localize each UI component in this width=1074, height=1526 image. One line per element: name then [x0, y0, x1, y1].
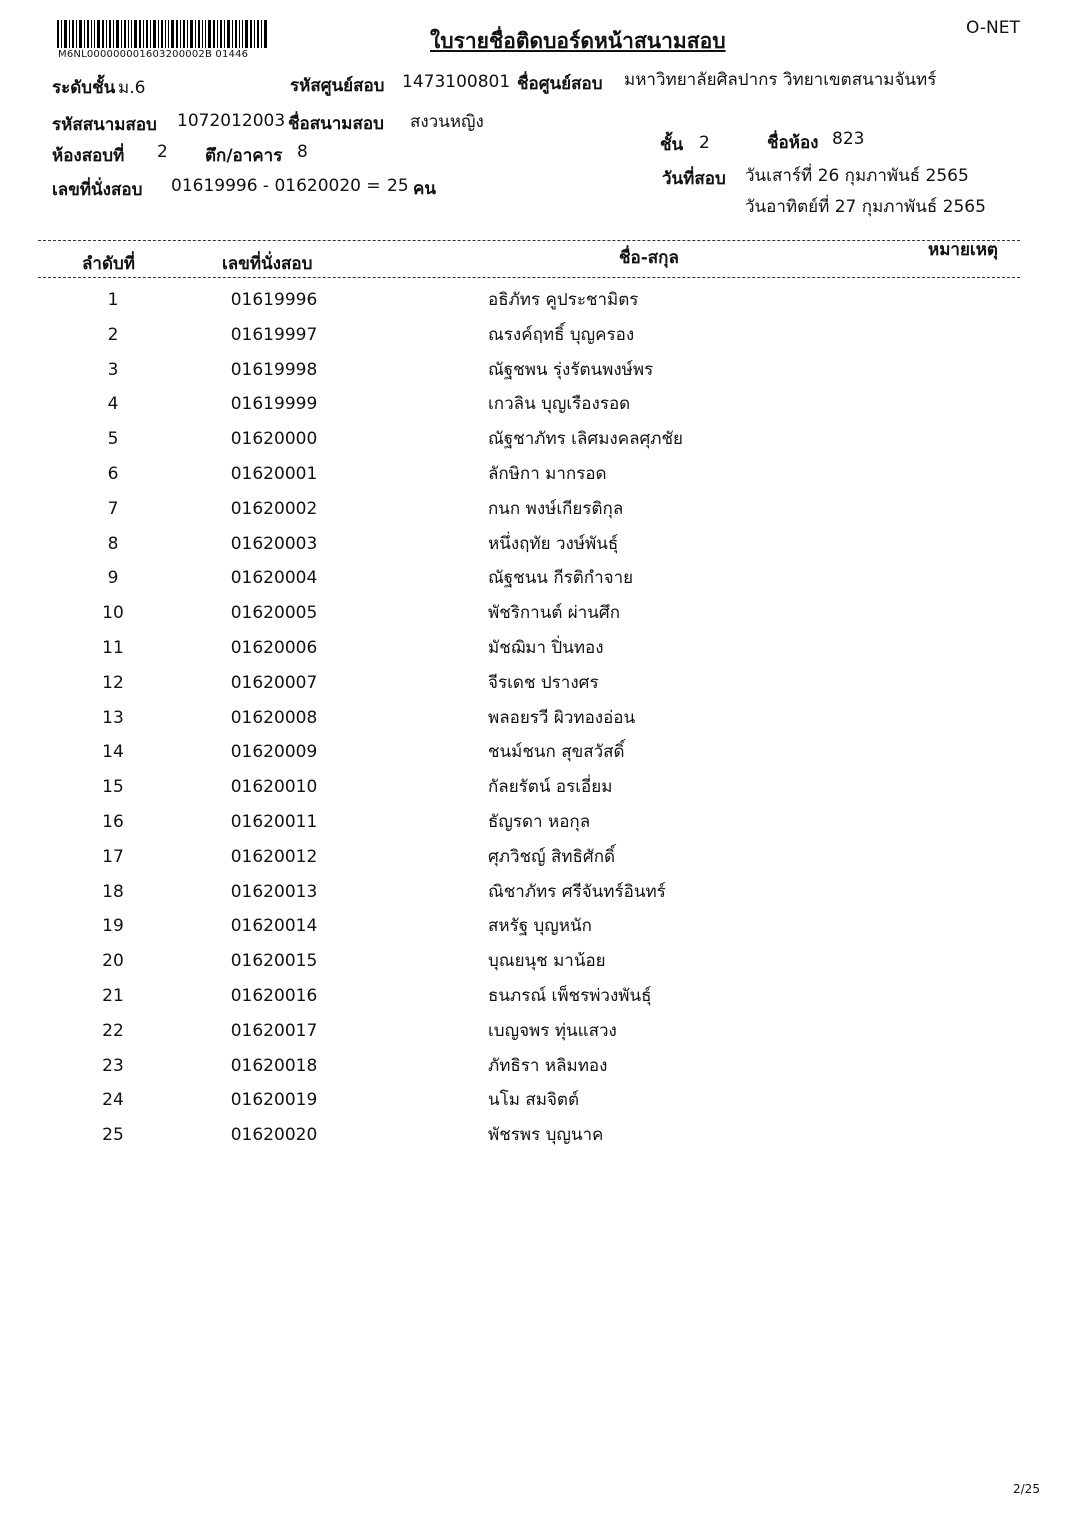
barcode: [57, 20, 269, 48]
seat-number: 01619999: [230, 394, 318, 415]
page-title: ใบรายชื่อติดบอร์ดหน้าสนามสอบ: [430, 29, 726, 53]
table-row: [0, 568, 1074, 603]
row-number: 22: [102, 1020, 124, 1041]
table-row: [0, 429, 1074, 464]
student-name: จีรเดช ปรางศร: [488, 672, 599, 693]
seat-range-value: 01619996 - 01620020 =: [171, 176, 381, 196]
student-name: ธัญรดา หอกุล: [488, 812, 591, 832]
seat-number: 01620006: [230, 638, 318, 658]
table-row: [0, 603, 1074, 638]
row-number: 15: [102, 777, 124, 798]
student-name: ธนภรณ์ เพ็ชรพ่วงพันธุ์: [488, 986, 652, 1006]
row-number: 5: [107, 429, 119, 450]
seat-number: 01620012: [230, 846, 318, 867]
seat-number: 01620010: [230, 777, 318, 798]
student-name: พัชริกานต์ ผ่านศึก: [488, 603, 620, 624]
table-row: [0, 708, 1074, 743]
page-number: 2/25: [1013, 1482, 1040, 1496]
table-row: [0, 916, 1074, 951]
row-number: 8: [107, 533, 119, 554]
row-number: 1: [107, 290, 119, 310]
seat-range-label: เลขที่นั่งสอบ: [52, 180, 143, 200]
seat-number: 01619996: [230, 290, 318, 310]
row-number: 3: [107, 359, 119, 380]
col-header-name: ชื่อ-สกุล: [619, 248, 679, 268]
center-code-label: รหัสศูนย์สอบ: [290, 76, 385, 96]
table-row: [0, 290, 1074, 325]
seat-count: 25: [387, 176, 409, 196]
row-number: 24: [102, 1090, 124, 1111]
student-name: ลักษิกา มากรอด: [488, 464, 607, 484]
venue-code-value: 1072012003: [177, 111, 286, 131]
table-row: [0, 882, 1074, 917]
floor-label: ชั้น: [660, 135, 684, 155]
seat-number: 01620018: [230, 1055, 318, 1076]
row-number: 23: [102, 1055, 124, 1076]
student-name: กนก พงษ์เกียรติกุล: [488, 498, 624, 519]
level-value: ม.6: [118, 78, 146, 98]
row-number: 25: [102, 1125, 124, 1146]
center-name-label: ชื่อศูนย์สอบ: [517, 74, 603, 94]
student-name: เบญจพร ทุ่นแสวง: [488, 1020, 617, 1041]
seat-number: 01620009: [230, 742, 318, 763]
student-name: มัชฌิมา ปิ่นทอง: [488, 638, 604, 658]
date-label: วันที่สอบ: [662, 169, 726, 189]
seat-number: 01620004: [230, 568, 318, 589]
row-number: 7: [107, 498, 119, 519]
venue-name-value: สงวนหญิง: [410, 112, 484, 132]
student-name: ณรงค์ฤทธิ์ บุญครอง: [488, 324, 635, 345]
seat-number: 01620013: [230, 881, 318, 902]
barcode-text: M6NL000000001603200002B 01446: [58, 49, 249, 60]
seat-number: 01620017: [230, 1020, 318, 1041]
row-number: 13: [102, 707, 124, 728]
floor-value: 2: [699, 133, 710, 153]
table-row: [0, 1021, 1074, 1056]
row-number: 2: [107, 324, 119, 345]
student-name: ศุภวิชญ์ สิทธิศักดิ์: [488, 846, 616, 867]
student-name: สหรัฐ บุญหนัก: [488, 916, 592, 937]
student-name: ณัฐชนน กีรติกำจาย: [488, 568, 634, 589]
row-number: 4: [107, 394, 119, 415]
student-name: พลอยรวี ผิวทองอ่อน: [488, 707, 636, 728]
seat-number: 01620014: [230, 916, 318, 937]
table-row: [0, 951, 1074, 986]
table-row: [0, 638, 1074, 673]
row-number: 21: [102, 986, 124, 1006]
room-label: ห้องสอบที่: [52, 146, 125, 166]
center-name-value: มหาวิทยาลัยศิลปากร วิทยาเขตสนามจันทร์: [624, 70, 937, 90]
row-number: 12: [102, 672, 124, 693]
seat-number: 01620003: [230, 533, 318, 554]
seat-number: 01620011: [230, 812, 318, 832]
student-name: เกวลิน บุญเรืองรอด: [488, 394, 631, 415]
room-name-value: 823: [832, 129, 865, 149]
seat-number: 01619998: [230, 359, 318, 380]
level-label: ระดับชั้น: [52, 78, 116, 98]
table-row: [0, 986, 1074, 1021]
row-number: 6: [107, 464, 119, 484]
student-name: ณัฐชาภัทร เลิศมงคลศุภชัย: [488, 429, 683, 450]
row-number: 17: [102, 846, 124, 867]
student-name: ณิชาภัทร ศรีจันทร์อินทร์: [488, 881, 666, 902]
col-header-seat: เลขที่นั่งสอบ: [222, 254, 313, 274]
table-row: [0, 812, 1074, 847]
table-row: [0, 1125, 1074, 1160]
table-row: [0, 394, 1074, 429]
student-name: บุณยนุช มาน้อย: [488, 951, 606, 972]
seat-count-unit: คน: [413, 179, 436, 199]
seat-number: 01620001: [230, 464, 318, 484]
row-number: 14: [102, 742, 124, 763]
table-row: [0, 847, 1074, 882]
student-name: นโม สมจิตต์: [488, 1090, 579, 1111]
table-row: [0, 499, 1074, 534]
table-row: [0, 1056, 1074, 1091]
row-number: 16: [102, 812, 124, 832]
table-row: [0, 534, 1074, 569]
seat-number: 01619997: [230, 324, 318, 345]
table-top-rule: [38, 240, 1020, 241]
exam-date-2: วันอาทิตย์ที่ 27 กุมภาพันธ์ 2565: [745, 197, 986, 217]
seat-number: 01620019: [230, 1090, 318, 1111]
seat-number: 01620000: [230, 429, 318, 450]
student-name: กัลยรัตน์ อรเอี่ยม: [488, 777, 613, 798]
seat-number: 01620002: [230, 498, 318, 519]
room-value: 2: [157, 142, 168, 162]
barcode-graphic: [57, 20, 269, 48]
seat-number: 01620015: [230, 951, 318, 972]
student-name: ชนม์ชนก สุขสวัสดิ์: [488, 742, 625, 763]
center-code-value: 1473100801: [402, 72, 511, 92]
student-name: อธิภัทร คูประชามิตร: [488, 290, 639, 310]
table-row: [0, 742, 1074, 777]
table-row: [0, 1090, 1074, 1125]
seat-number: 01620007: [230, 672, 318, 693]
row-number: 11: [102, 638, 124, 658]
table-row: [0, 777, 1074, 812]
building-label: ตึก/อาคาร: [205, 146, 283, 166]
exam-type: O-NET: [966, 18, 1020, 38]
row-number: 20: [102, 951, 124, 972]
seat-number: 01620008: [230, 707, 318, 728]
row-number: 10: [102, 603, 124, 624]
room-name-label: ชื่อห้อง: [767, 133, 819, 153]
student-name: ภัทธิรา หลิมทอง: [488, 1055, 608, 1076]
seat-number: 01620020: [230, 1125, 318, 1146]
building-value: 8: [297, 142, 308, 162]
table-row: [0, 464, 1074, 499]
row-number: 9: [107, 568, 119, 589]
row-number: 18: [102, 881, 124, 902]
table-row: [0, 325, 1074, 360]
student-name: พัชรพร บุญนาค: [488, 1125, 604, 1146]
seat-number: 01620005: [230, 603, 318, 624]
table-row: [0, 673, 1074, 708]
col-header-order: ลำดับที่: [82, 254, 136, 274]
venue-code-label: รหัสสนามสอบ: [52, 115, 157, 135]
exam-date-1: วันเสาร์ที่ 26 กุมภาพันธ์ 2565: [745, 166, 969, 186]
student-name: ณัฐชพน รุ่งรัตนพงษ์พร: [488, 359, 654, 380]
col-header-remark: หมายเหตุ: [928, 240, 998, 260]
seat-number: 01620016: [230, 986, 318, 1006]
venue-name-label: ชื่อสนามสอบ: [288, 114, 384, 134]
table-header-rule: [38, 277, 1020, 278]
student-name: หนึ่งฤทัย วงษ์พันธุ์: [488, 533, 619, 554]
row-number: 19: [102, 916, 124, 937]
table-row: [0, 360, 1074, 395]
